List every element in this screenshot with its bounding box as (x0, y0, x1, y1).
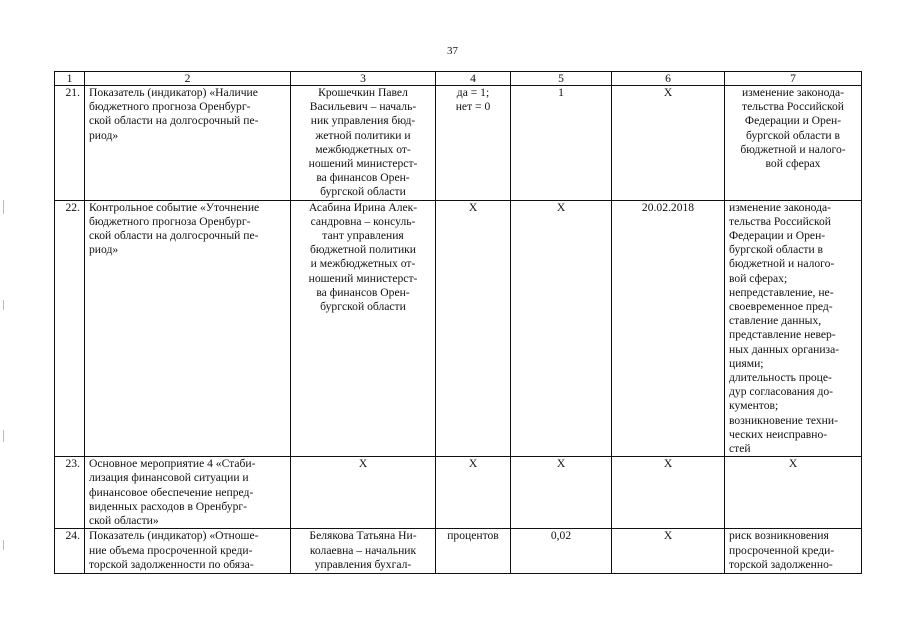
table-row (55, 457, 862, 529)
row-date: X (663, 457, 673, 471)
header-row (55, 72, 862, 86)
table-row (55, 86, 862, 201)
measures-table (54, 71, 862, 574)
row-responsible: Крошечкин Павел Васильевич – началь- ник управления бюд- жетной политики и межбюджетных от- ношений министерст- ва финансов Орен- бургской области (308, 86, 418, 199)
row-responsible: Асабина Ирина Алек- сандровна – консуль- тант управления бюджетной политики и межбюджетных от- ношений министерст- ва финансов Орен- бургской области (308, 200, 418, 314)
table-row (55, 529, 862, 574)
row-unit: X (468, 200, 478, 214)
row-date: 20.02.2018 (641, 200, 695, 214)
row-risks: риск возникновения просроченной креди- торской задолженно- (729, 529, 835, 571)
row-unit: да = 1; нет = 0 (455, 86, 491, 114)
row-number: 21. (55, 86, 85, 201)
col-header-7: 7 (725, 72, 862, 86)
row-date: X (663, 529, 673, 543)
row-number: 23. (55, 457, 85, 529)
row-responsible: X (358, 457, 368, 471)
row-number: 22. (55, 200, 85, 457)
row-name: Показатель (индикатор) «Отноше- ние объема просроченной креди- торской задолженности по обяза- (89, 529, 259, 571)
row-value: X (556, 457, 566, 471)
row-number: 24. (55, 529, 85, 574)
col-header-4: 4 (436, 72, 511, 86)
row-date: X (663, 86, 673, 99)
row-risks: изменение законода- тельства Российской Федерации и Орен- бургской области в бюджетной и налого- вой сферах; непредставление, не- своевременное пред- ставление данных, представление невер- ных данных организа- циями; длительность проце- дур согласования до- кументов; возникновение техни- ческих неисправно- стей (729, 200, 840, 456)
page-number: 37 (447, 45, 458, 57)
row-value: X (556, 200, 566, 214)
col-header-6: 6 (612, 72, 725, 86)
row-unit: процентов (447, 529, 499, 543)
row-name: Основное мероприятие 4 «Стаби- лизация финансовой ситуации и финансовое обеспечение непред- виденных расходов в Оренбург- ской области» (89, 457, 256, 528)
scan-margin-marks (3, 180, 5, 580)
row-value: 1 (558, 86, 564, 99)
row-value: 0,02 (550, 529, 572, 543)
row-risks: X (788, 457, 798, 471)
row-responsible: Белякова Татьяна Ни- колаевна – начальник управления бухгал- (309, 529, 417, 571)
col-header-1: 1 (55, 72, 85, 86)
col-header-3: 3 (291, 72, 436, 86)
row-name: Показатель (индикатор) «Наличие бюджетного прогноза Оренбург- ской области на долгосрочный пе- риод» (89, 86, 259, 142)
row-risks: изменение законода- тельства Российской Федерации и Орен- бургской области в бюджетной и налого- вой сферах (740, 86, 846, 171)
table-row (55, 200, 862, 457)
col-header-2: 2 (85, 72, 291, 86)
row-unit: X (468, 457, 478, 471)
col-header-5: 5 (511, 72, 612, 86)
row-name: Контрольное событие «Уточнение бюджетного прогноза Оренбург- ской области на долгосрочный пе- риод» (89, 200, 260, 257)
